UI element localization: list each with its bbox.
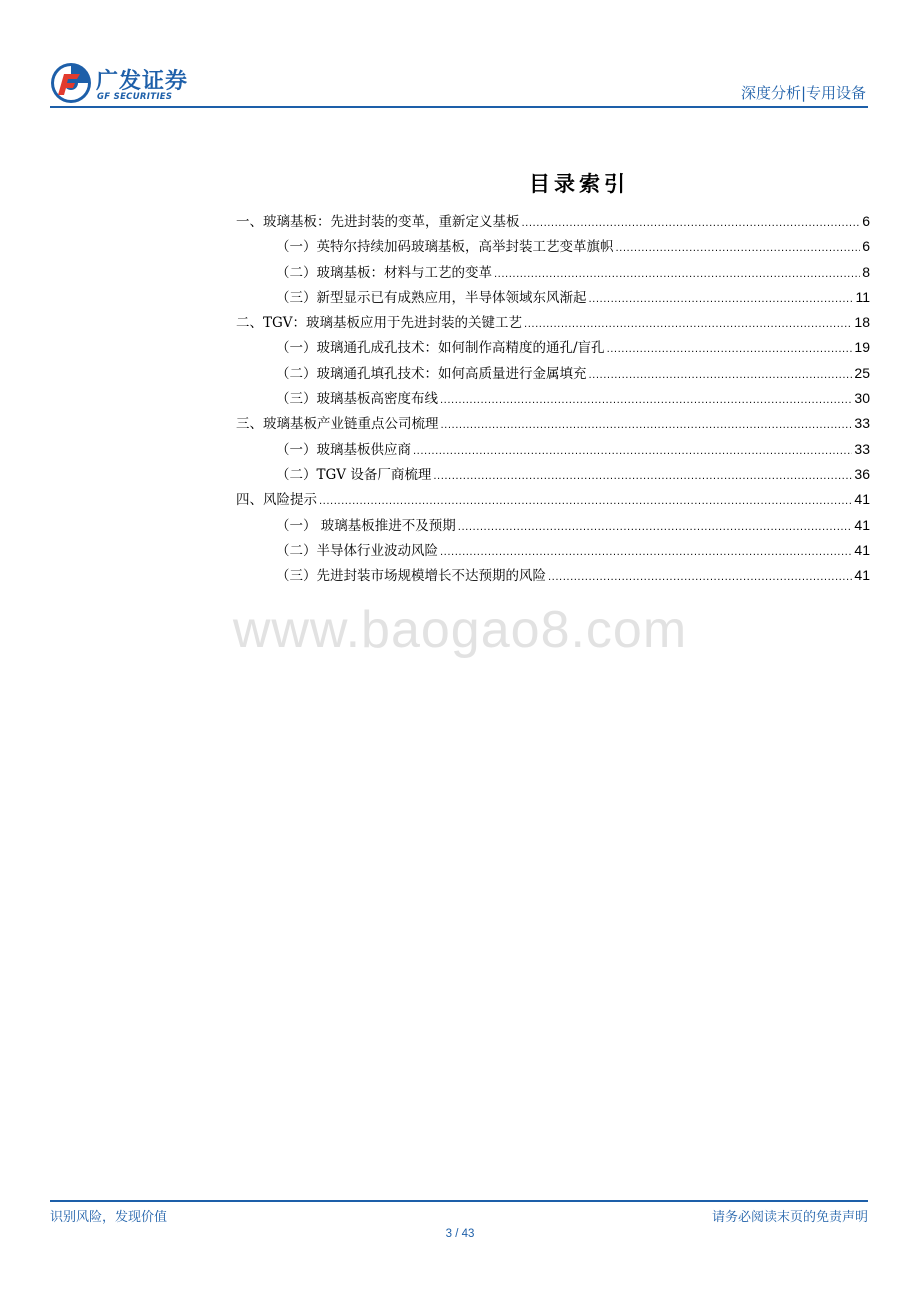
toc-entry[interactable] — [236, 386, 870, 411]
toc-entry[interactable] — [236, 285, 870, 310]
toc-entry-page: 11 — [855, 288, 870, 305]
toc-entry[interactable] — [236, 209, 870, 234]
toc-entry[interactable] — [236, 361, 870, 386]
toc-entry[interactable] — [236, 538, 870, 563]
toc-leader-dots — [494, 262, 860, 287]
toc-leader-dots — [548, 565, 852, 590]
toc-entry-text: 一、玻璃基板：先进封装的变革，重新定义基板 — [236, 214, 520, 230]
toc-entry-text: （二）TGV 设备厂商梳理 — [276, 466, 432, 483]
toc-entry[interactable] — [236, 513, 870, 538]
toc-entry-page: 18 — [854, 314, 870, 331]
toc-leader-dots — [522, 211, 861, 236]
gf-securities-logo — [50, 62, 200, 106]
toc-entry-page: 6 — [862, 213, 870, 229]
toc-entry-text: （一）玻璃基板供应商 — [276, 441, 411, 458]
toc-leader-dots — [440, 540, 852, 565]
toc-leader-dots — [589, 363, 853, 388]
toc-entry[interactable] — [236, 411, 870, 436]
toc-leader-dots — [458, 515, 853, 540]
toc-entry-page: 41 — [854, 491, 870, 508]
toc-entry-page: 33 — [854, 440, 870, 457]
table-of-contents — [236, 209, 870, 588]
header-divider — [50, 106, 868, 108]
toc-entry-text: （一）玻璃通孔成孔技术：如何制作高精度的通孔/盲孔 — [276, 340, 605, 357]
footer-disclaimer-note: 请务必阅读末页的免责声明 — [711, 1210, 868, 1225]
toc-leader-dots — [441, 413, 853, 438]
toc-leader-dots — [413, 439, 852, 464]
toc-entry[interactable] — [236, 487, 870, 512]
footer-slogan: 识别风险，发现价值 — [50, 1210, 168, 1225]
toc-entry-text: 三、玻璃基板产业链重点公司梳理 — [236, 416, 439, 433]
page-header — [0, 0, 920, 110]
logo-english-name: GF SECURITIES — [97, 92, 173, 102]
toc-entry[interactable] — [236, 234, 870, 259]
toc-entry-text: （一） 玻璃基板推进不及预期 — [276, 517, 456, 534]
toc-entry[interactable] — [236, 437, 870, 462]
toc-entry-page: 41 — [854, 516, 870, 533]
toc-entry-page: 36 — [854, 465, 870, 482]
toc-entry-text: （三）玻璃基板高密度布线 — [276, 391, 438, 408]
toc-entry-page: 41 — [854, 567, 870, 584]
toc-entry-text: （三）新型显示已有成熟应用，半导体领域东风渐起 — [276, 289, 587, 306]
page-number: 3 / 43 — [445, 1228, 475, 1240]
toc-entry-text: 四、风险提示 — [236, 492, 317, 509]
toc-entry-page: 25 — [854, 364, 870, 381]
toc-leader-dots — [524, 312, 852, 337]
footer-divider — [50, 1200, 868, 1202]
toc-entry-page: 6 — [862, 238, 870, 255]
toc-entry[interactable] — [236, 462, 870, 487]
toc-leader-dots — [319, 489, 852, 514]
toc-entry[interactable] — [236, 260, 870, 285]
toc-entry-text: （二）玻璃通孔填孔技术：如何高质量进行金属填充 — [276, 365, 587, 382]
toc-leader-dots — [607, 337, 853, 362]
toc-entry[interactable] — [236, 563, 870, 588]
toc-entry-page: 41 — [854, 541, 870, 558]
toc-entry-text: （三）先进封装市场规模增长不达预期的风险 — [276, 568, 546, 585]
toc-leader-dots — [433, 464, 852, 489]
toc-title: 目录索引 — [529, 171, 629, 196]
report-category: 深度分析|专用设备 — [740, 84, 866, 102]
toc-entry-text: （二）玻璃基板：材料与工艺的变革 — [276, 264, 492, 281]
toc-entry-page: 30 — [854, 390, 870, 407]
toc-entry-text: （二）半导体行业波动风险 — [276, 542, 438, 559]
gf-logo-mark-icon — [50, 62, 92, 104]
toc-entry[interactable] — [236, 335, 870, 360]
toc-entry[interactable] — [236, 310, 870, 335]
toc-entry-text: 二、TGV：玻璃基板应用于先进封装的关键工艺 — [236, 315, 523, 332]
logo-chinese-name: 广发证券 — [96, 69, 189, 94]
watermark: www.baogao8.com — [232, 601, 688, 659]
toc-leader-dots — [589, 287, 854, 312]
toc-entry-text: （一）英特尔持续加码玻璃基板，高举封装工艺变革旗帜 — [276, 239, 614, 256]
toc-entry-page: 8 — [862, 263, 870, 280]
toc-leader-dots — [440, 388, 852, 413]
toc-leader-dots — [616, 236, 861, 261]
toc-entry-page: 33 — [854, 415, 870, 432]
toc-entry-page: 19 — [854, 339, 870, 356]
